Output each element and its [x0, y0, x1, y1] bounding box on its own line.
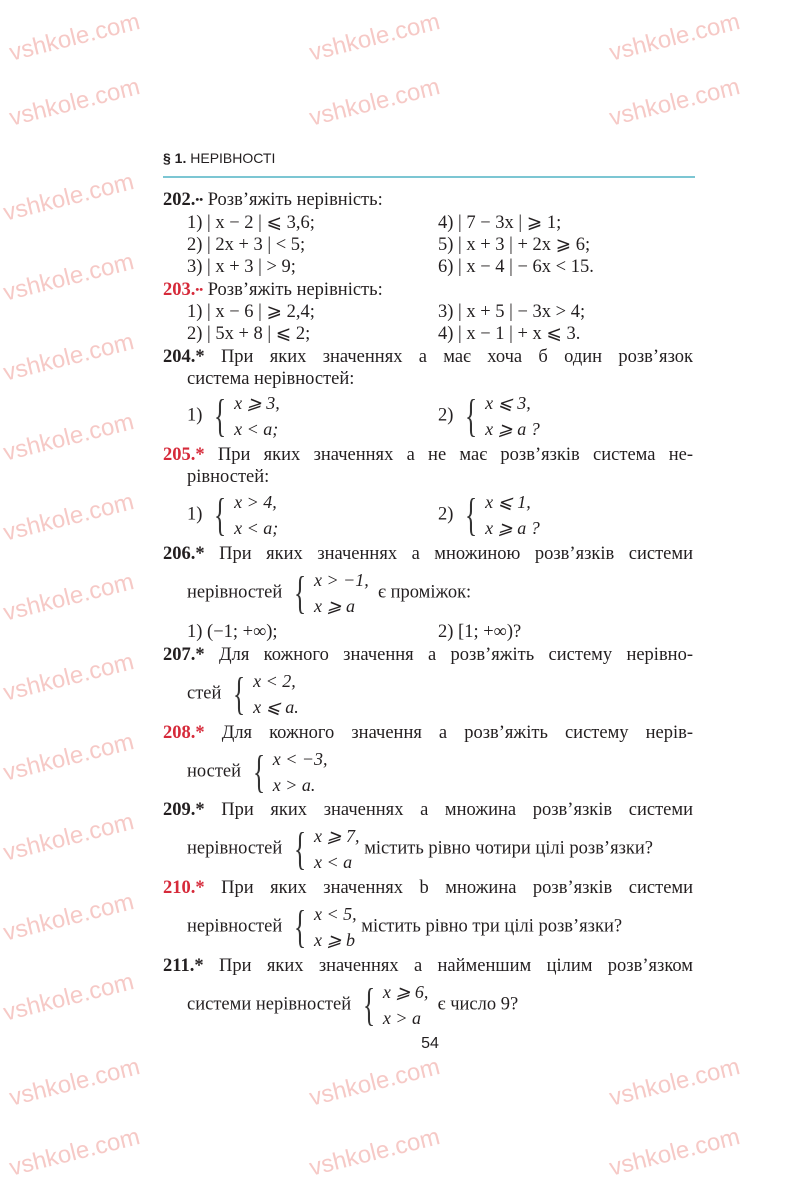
page-number: 54 [421, 1035, 439, 1052]
watermark: vshkole.com [0, 648, 137, 707]
watermark: vshkole.com [6, 73, 143, 132]
problem-204-text2: система нерівностей: [187, 369, 355, 389]
p203-item: 1) | x − 6 | ⩾ 2,4; [187, 302, 315, 322]
watermark: vshkole.com [0, 728, 137, 787]
watermark: vshkole.com [306, 8, 443, 67]
p206-answer: 2) [1; +∞)? [438, 622, 522, 642]
watermark: vshkole.com [0, 408, 137, 467]
section-header [163, 150, 275, 166]
brace-icon: { [233, 668, 246, 719]
watermark: vshkole.com [606, 1053, 743, 1112]
problem-206-text: 206.* При яких значеннях a множиною розв’язків системи [163, 544, 693, 564]
p202-item: 4) | 7 − 3x | ⩾ 1; [438, 213, 562, 233]
brace-icon: { [293, 823, 307, 874]
watermark: vshkole.com [0, 968, 137, 1027]
p204-system-1: 1) { x ⩾ 3, x < a; [187, 390, 280, 441]
watermark: vshkole.com [0, 568, 137, 627]
section-number: § 1. [163, 150, 187, 166]
p202-item: 1) | x − 2 | ⩽ 3,6; [187, 213, 315, 233]
problem-211-text: 211.* При яких значеннях a найменшим цілим розв’язком [163, 956, 693, 976]
p203-item: 2) | 5x + 8 | ⩽ 2; [187, 324, 311, 344]
section-title: НЕРІВНОСТІ [190, 150, 276, 166]
problem-202-title: 202.•• Розв’яжіть нерівність: [163, 190, 383, 210]
brace-icon: { [293, 901, 307, 952]
watermark: vshkole.com [0, 488, 137, 547]
watermark: vshkole.com [0, 328, 137, 387]
p206-system: нерівностей { x > −1, x ⩾ a є проміжок: [187, 567, 472, 618]
watermark: vshkole.com [306, 73, 443, 132]
problem-204-text: 204.* При яких значеннях a має хоча б один розв’язок [163, 347, 694, 367]
brace-icon: { [362, 979, 375, 1030]
brace-icon: { [252, 746, 265, 797]
p203-item: 3) | x + 5 | − 3x > 4; [438, 302, 586, 322]
watermark: vshkole.com [0, 168, 137, 227]
problem-207-text: 207.* Для кожного значення a розв’яжіть систему нерівно- [163, 645, 693, 665]
watermark: vshkole.com [6, 1053, 143, 1112]
problem-210-text: 210.* При яких значеннях b множина розв’язків системи [163, 878, 694, 898]
watermark: vshkole.com [606, 1123, 743, 1182]
p204-system-2: 2) { x ⩽ 3, x ⩾ a ? [438, 390, 540, 441]
problem-205-text2: рівностей: [187, 467, 270, 487]
p205-system-2: 2) { x ⩽ 1, x ⩾ a ? [438, 489, 540, 540]
brace-icon: { [214, 390, 227, 441]
p210-system: нерівностей { x < 5, x ⩾ b містить рівно три цілі розв’язки? [187, 901, 623, 952]
p202-item: 6) | x − 4 | − 6x < 15. [438, 257, 594, 277]
brace-icon: { [465, 489, 478, 540]
problem-208-text: 208.* Для кожного значення a розв’яжіть систему нерів- [163, 723, 693, 743]
watermark: vshkole.com [0, 248, 137, 307]
header-rule [163, 176, 695, 178]
problem-209-text: 209.* При яких значеннях a множина розв’язків системи [163, 800, 693, 820]
watermark: vshkole.com [606, 73, 743, 132]
watermark: vshkole.com [306, 1123, 443, 1182]
p205-system-1: 1) { x > 4, x < a; [187, 489, 279, 540]
watermark: vshkole.com [306, 1053, 443, 1112]
watermark: vshkole.com [0, 808, 137, 867]
p206-answer: 1) (−1; +∞); [187, 622, 278, 642]
p209-system: нерівностей { x ⩾ 7, x < a містить рівно чотири цілі розв’язки? [187, 823, 654, 874]
p202-item: 3) | x + 3 | > 9; [187, 257, 296, 277]
problem-203-title: 203.•• Розв’яжіть нерівність: [163, 280, 383, 300]
p202-item: 2) | 2x + 3 | < 5; [187, 235, 306, 255]
watermark: vshkole.com [6, 1123, 143, 1182]
p202-item: 5) | x + 3 | + 2x ⩾ 6; [438, 235, 591, 255]
p211-system: системи нерівностей { x ⩾ 6, x > a є число 9? [187, 979, 519, 1030]
brace-icon: { [214, 489, 227, 540]
watermark: vshkole.com [6, 8, 143, 67]
p207-system: стей { x < 2, x ⩽ a. [187, 668, 299, 719]
problem-205-text: 205.* При яких значеннях a не має розв’язків система не- [163, 445, 693, 465]
watermark: vshkole.com [606, 8, 743, 67]
watermark: vshkole.com [0, 888, 137, 947]
p208-system: ностей { x < −3, x > a. [187, 746, 328, 797]
brace-icon: { [293, 567, 307, 618]
brace-icon: { [465, 390, 478, 441]
p203-item: 4) | x − 1 | + x ⩽ 3. [438, 324, 581, 344]
